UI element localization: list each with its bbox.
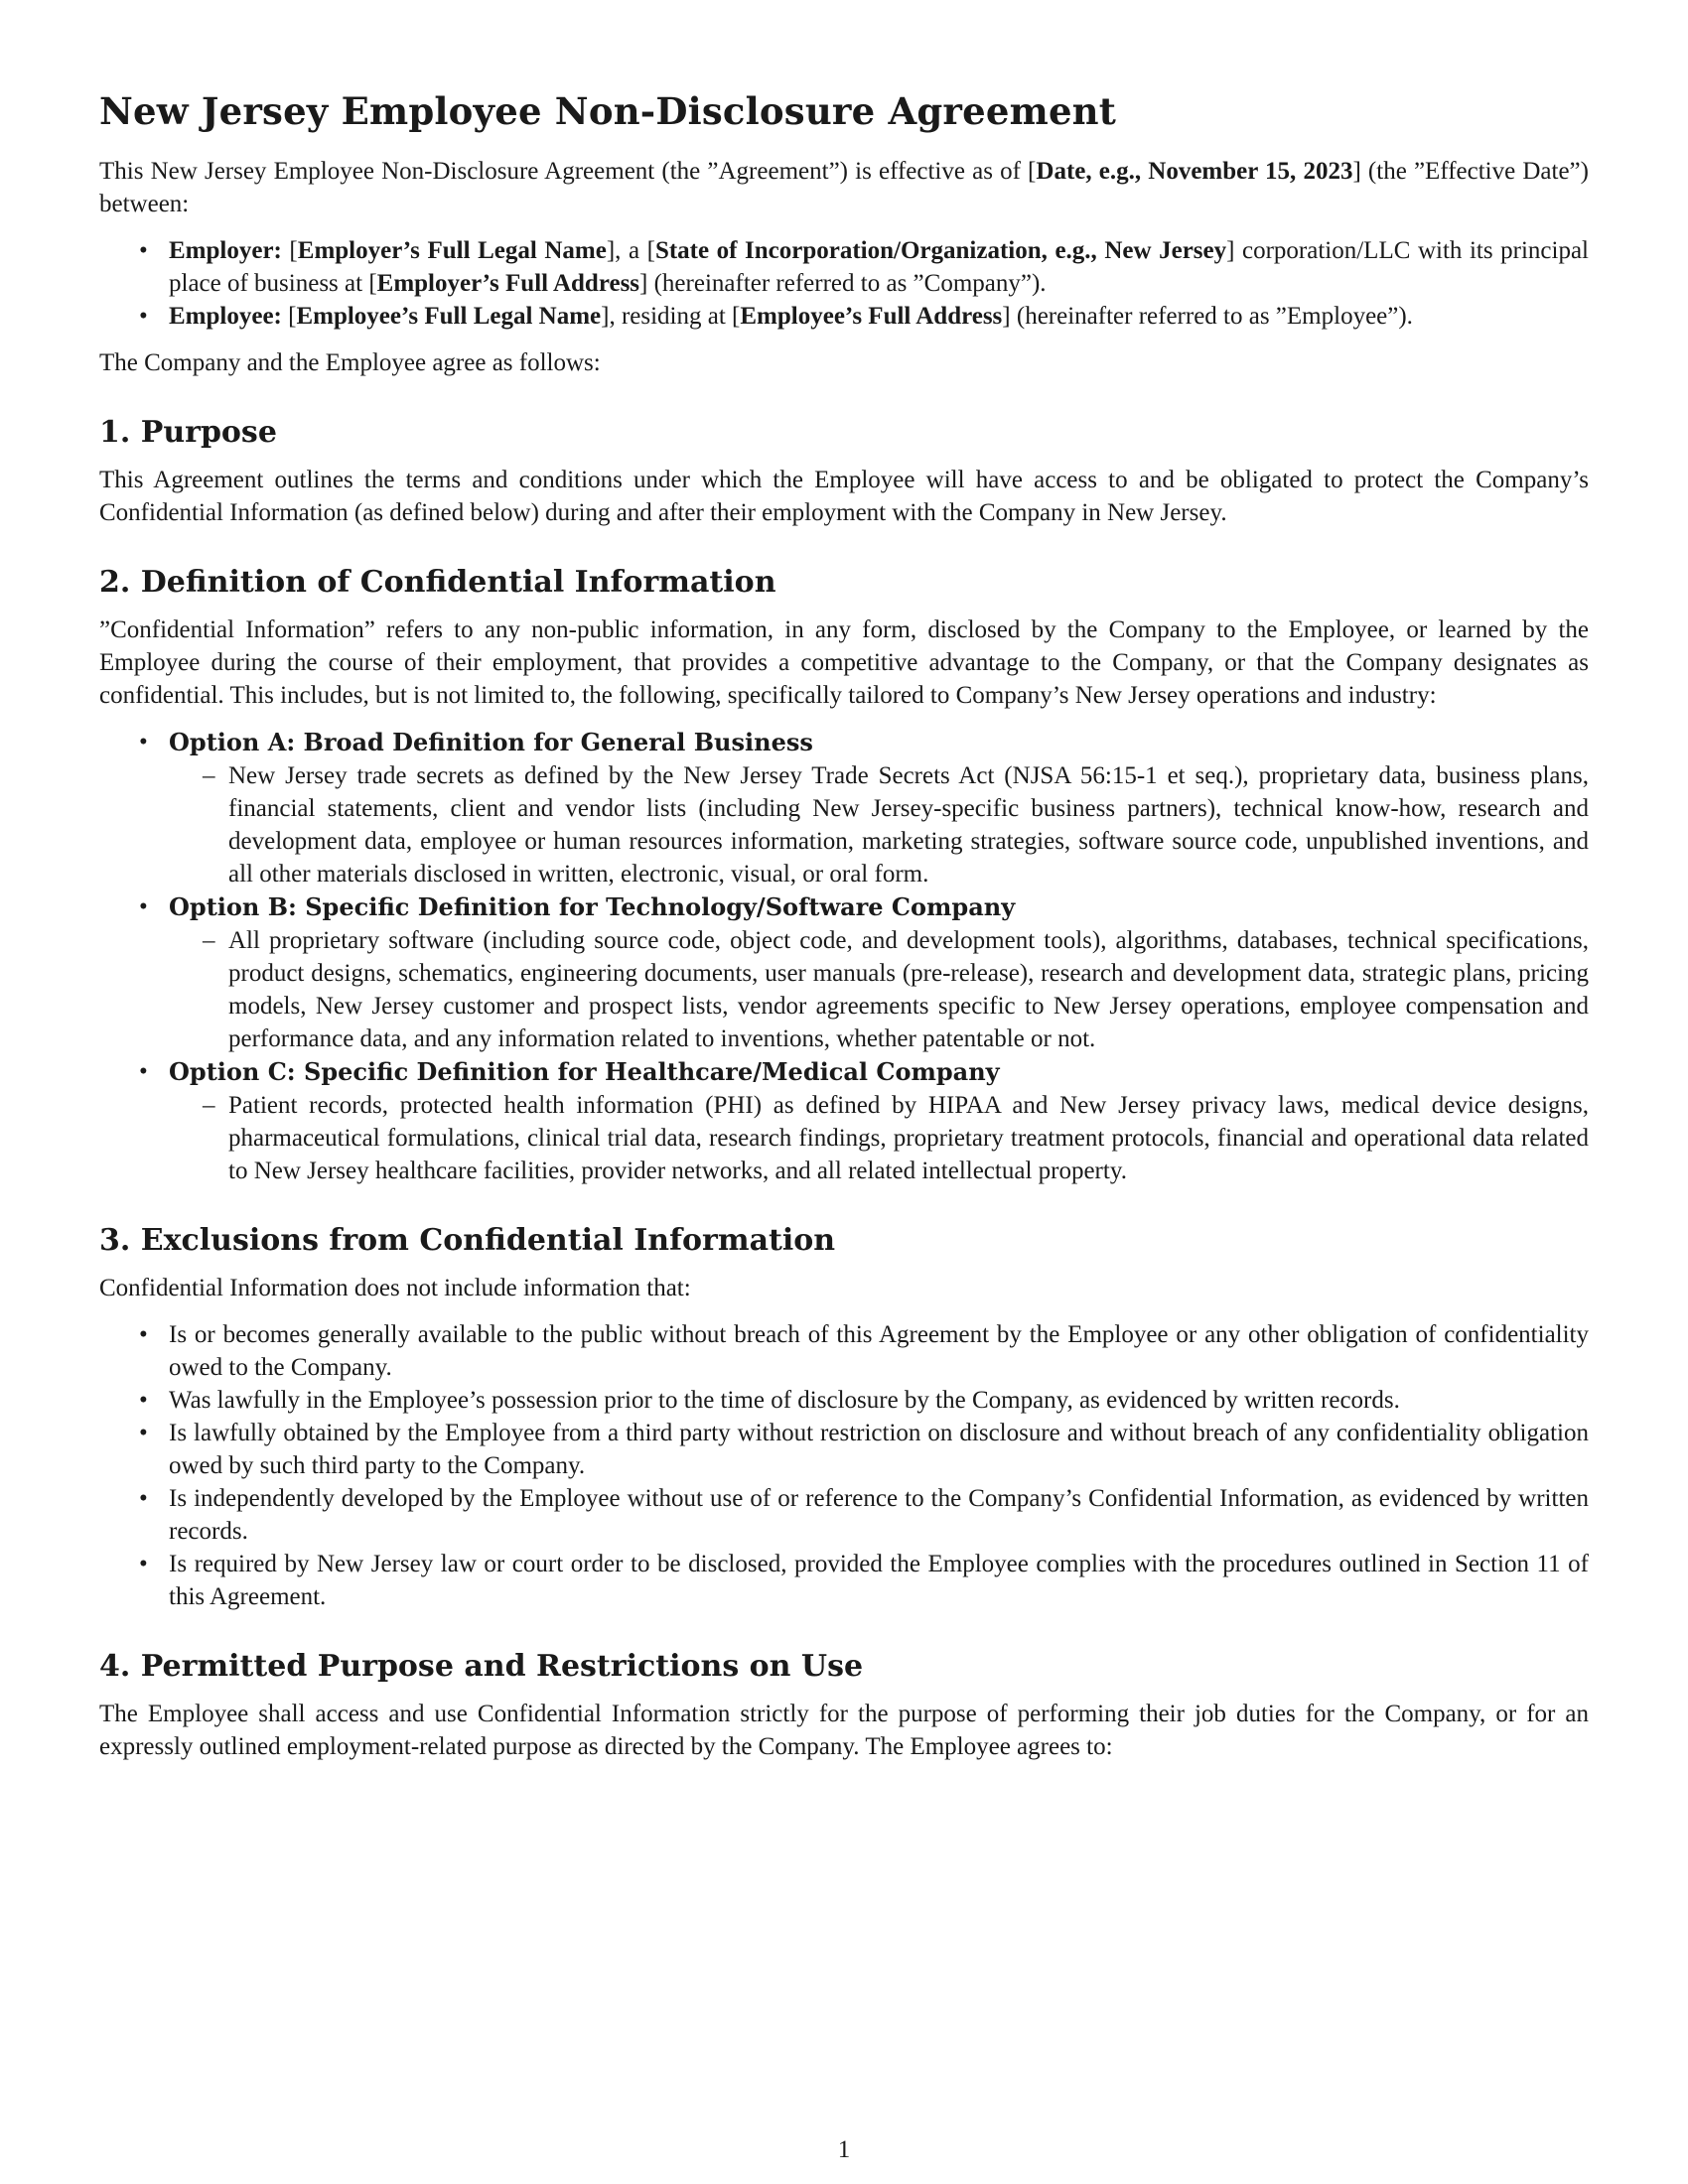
intro-text-2: ] (the ”Effective Date”) between:	[99, 158, 1589, 217]
page-number: 1	[837, 2136, 851, 2163]
option-c-text: – Patient records, protected health information (PHI) as defined by HIPAA and New Jersey privacy laws, medical device designs, pharmaceutical formulations, clinical trial data, research findings, proprietary treatment protocols, financial and operational data related to New Jersey healthcare facilities, provider networks, and all related intellectual property.	[228, 1089, 1589, 1187]
employer-text-4: ] (hereinafter referred to as ”Company”).	[639, 270, 1047, 297]
option-a-text: – New Jersey trade secrets as defined by the New Jersey Trade Secrets Act (NJSA 56:15-1 et seq.), proprietary data, business plans, financial statements, client and vendor lists (including New Jersey-specific business partners), technical know-how, research and development data, employee or human resources information, marketing strategies, software source code, unpublished inventions, and all other materials disclosed in written, electronic, visual, or oral form.	[228, 759, 1589, 890]
section-2-heading: 2. Definition of Confidential Information	[99, 565, 776, 600]
option-b-text: – All proprietary software (including source code, object code, and development tools), algorithms, databases, technical specifications, product designs, schematics, engineering documents, user manuals (pre-release), research and development data, strategic plans, pricing models, New Jersey customer and prospect lists, vendor agreements specific to New Jersey operations, employee compensation and performance data, and any information related to inventions, whether patentable or not.	[228, 924, 1589, 1055]
employee-text-2: ], residing at [	[601, 303, 741, 330]
exclusion-item: • Is lawfully obtained by the Employee from a third party without restriction on disclosure and without breach of any confidentiality obligation owed by such third party to the Company.	[169, 1417, 1589, 1482]
employer-text-1: [	[281, 237, 298, 264]
option-c	[169, 1055, 1589, 1187]
definition-options-list	[99, 726, 1589, 1187]
section-3-intro: Confidential Information does not include information that:	[99, 1275, 691, 1301]
employer-address-placeholder: Employer’s Full Address	[376, 270, 640, 297]
employee-name-placeholder: Employee’s Full Legal Name	[296, 303, 602, 330]
exclusion-item: • Was lawfully in the Employee’s possession prior to the time of disclosure by the Company, as evidenced by written records.	[169, 1384, 1589, 1417]
option-a-title: Option A: Broad Definition for General Business	[169, 728, 813, 756]
option-b	[169, 890, 1589, 1055]
option-b-title: Option B: Specific Definition for Technology/Software Company	[169, 892, 1016, 921]
employee-text-1: [	[281, 303, 297, 330]
intro-text-1: This New Jersey Employee Non-Disclosure Agreement (the ”Agreement”) is effective as of [	[99, 158, 1037, 185]
exclusion-item: • Is required by New Jersey law or court order to be disclosed, provided the Employee complies with the procedures outlined in Section 11 of this Agreement.	[169, 1548, 1589, 1613]
employee-address-placeholder: Employee’s Full Address	[740, 303, 1003, 330]
party-employee	[169, 300, 1589, 333]
option-a	[169, 726, 1589, 890]
employer-text-2: ], a [	[606, 237, 655, 264]
party-employer	[169, 234, 1589, 300]
employee-text-3: ] (hereinafter referred to as ”Employee”).	[1002, 303, 1413, 330]
exclusion-item: • Is independently developed by the Employee without use of or reference to the Company’s Confidential Information, as evidenced by written records.	[169, 1482, 1589, 1548]
document-title: New Jersey Employee Non-Disclosure Agreement	[99, 89, 1117, 133]
employer-text-3: ] corporation/LLC with its principal place of business at [	[169, 237, 1589, 297]
section-1-body: This Agreement outlines the terms and conditions under which the Employee will have access to and be obligated to protect the Company’s Confidential Information (as defined below) during and after their employment with the Company in New Jersey.	[99, 467, 1589, 526]
agree-paragraph: The Company and the Employee agree as follows:	[99, 349, 601, 376]
employer-label: Employer:	[169, 237, 282, 264]
exclusions-list	[99, 1318, 1589, 1613]
section-2-body: ”Confidential Information” refers to any non-public information, in any form, disclosed by the Company to the Employee, or learned by the Employee during the course of their employment, that provides a competitive advantage to the Company, or that the Company designates as confidential. This includes, but is not limited to, the following, specifically tailored to Company’s New Jersey operations and industry:	[99, 616, 1589, 709]
parties-list	[99, 234, 1589, 333]
employer-state-placeholder: State of Incorporation/Organization, e.g., New Jersey	[654, 237, 1227, 264]
section-4-heading: 4. Permitted Purpose and Restrictions on Use	[99, 1649, 864, 1684]
intro-paragraph	[99, 155, 1589, 220]
exclusion-item: • Is or becomes generally available to the public without breach of this Agreement by the Employee or any other obligation of confidentiality owed to the Company.	[169, 1318, 1589, 1384]
employer-name-placeholder: Employer’s Full Legal Name	[297, 237, 607, 264]
employee-label: Employee:	[169, 303, 282, 330]
effective-date-placeholder: Date, e.g., November 15, 2023	[1036, 158, 1353, 185]
document-page	[99, 89, 1589, 1777]
section-4-body: The Employee shall access and use Confidential Information strictly for the purpose of performing their job duties for the Company, or for an expressly outlined employment-related purpose as directed by the Company. The Employee agrees to:	[99, 1701, 1589, 1760]
section-1-heading: 1. Purpose	[99, 415, 277, 450]
option-c-title: Option C: Specific Definition for Healthcare/Medical Company	[169, 1057, 1000, 1086]
section-3-heading: 3. Exclusions from Confidential Information	[99, 1223, 836, 1258]
